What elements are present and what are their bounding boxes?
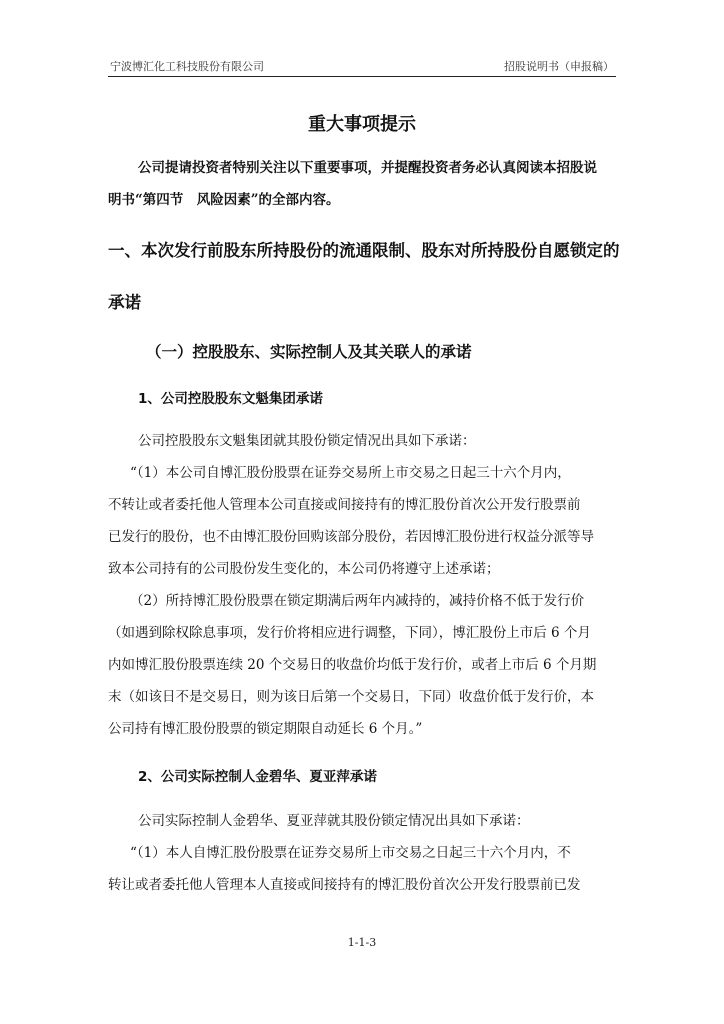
paragraph-line: “（1）本公司自博汇股份股票在证券交易所上市交易之日起三十六个月内， [130, 465, 571, 481]
paragraph-line: 末（如该日不是交易日，则为该日后第一个交易日，下同）收盘价低于发行价，本 [108, 689, 594, 705]
section-heading-line: 一、本次发行前股东所持股份的流通限制、股东对所持股份自愿锁定的 [108, 241, 620, 260]
page-number: 1-1-3 [347, 936, 377, 949]
item-heading: 1、公司控股股东文魁集团承诺 [138, 391, 323, 407]
section-heading [108, 225, 620, 329]
paragraph-line: 内如博汇股份股票连续 20 个交易日的收盘价均低于发行价，或者上市后 6 个月期 [108, 657, 597, 673]
section-heading-line: 承诺 [108, 293, 141, 312]
item2-body [108, 805, 616, 901]
item1-lead: 公司控股股东文魁集团就其股份锁定情况出具如下承诺： [138, 433, 476, 449]
header-company: 宁波博汇化工科技股份有限公司 [110, 60, 264, 73]
intro-line: 明书“第四节 风险因素”的全部内容。 [108, 192, 340, 208]
paragraph-line: 公司持有博汇股份股票的锁定期限自动延长 6 个月。” [108, 721, 423, 737]
page-title: 重大事项提示 [308, 114, 416, 135]
intro-line: 公司提请投资者特别关注以下重要事项，并提醒投资者务必认真阅读本招股说 [138, 160, 597, 176]
intro-paragraph [108, 152, 616, 216]
paragraph-line: 致本公司持有的公司股份发生变化的，本公司仍将遵守上述承诺； [108, 561, 500, 577]
paragraph-line: 已发行的股份，也不由博汇股份回购该部分股份，若因博汇股份进行权益分派等导 [108, 529, 594, 545]
page-header [108, 56, 616, 77]
item-heading: 2、公司实际控制人金碧华、夏亚萍承诺 [138, 769, 377, 785]
item1-body [108, 425, 616, 745]
subsection-heading: （一）控股股东、实际控制人及其关联人的承诺 [146, 343, 472, 361]
item2-lead: 公司实际控制人金碧华、夏亚萍就其股份锁定情况出具如下承诺： [138, 813, 530, 829]
paragraph-line: “（1）本人自博汇股份股票在证券交易所上市交易之日起三十六个月内，不 [130, 845, 571, 861]
header-doc-title: 招股说明书（申报稿） [504, 60, 614, 73]
paragraph-line: （2）所持博汇股份股票在锁定期满后两年内减持的，减持价格不低于发行价 [130, 593, 585, 609]
paragraph-line: 转让或者委托他人管理本人直接或间接持有的博汇股份首次公开发行股票前已发 [108, 877, 581, 893]
paragraph-line: （如遇到除权除息事项，发行价将相应进行调整，下同），博汇股份上市后 6 个月 [108, 625, 591, 641]
paragraph-line: 不转让或者委托他人管理本公司直接或间接持有的博汇股份首次公开发行股票前 [108, 497, 581, 513]
